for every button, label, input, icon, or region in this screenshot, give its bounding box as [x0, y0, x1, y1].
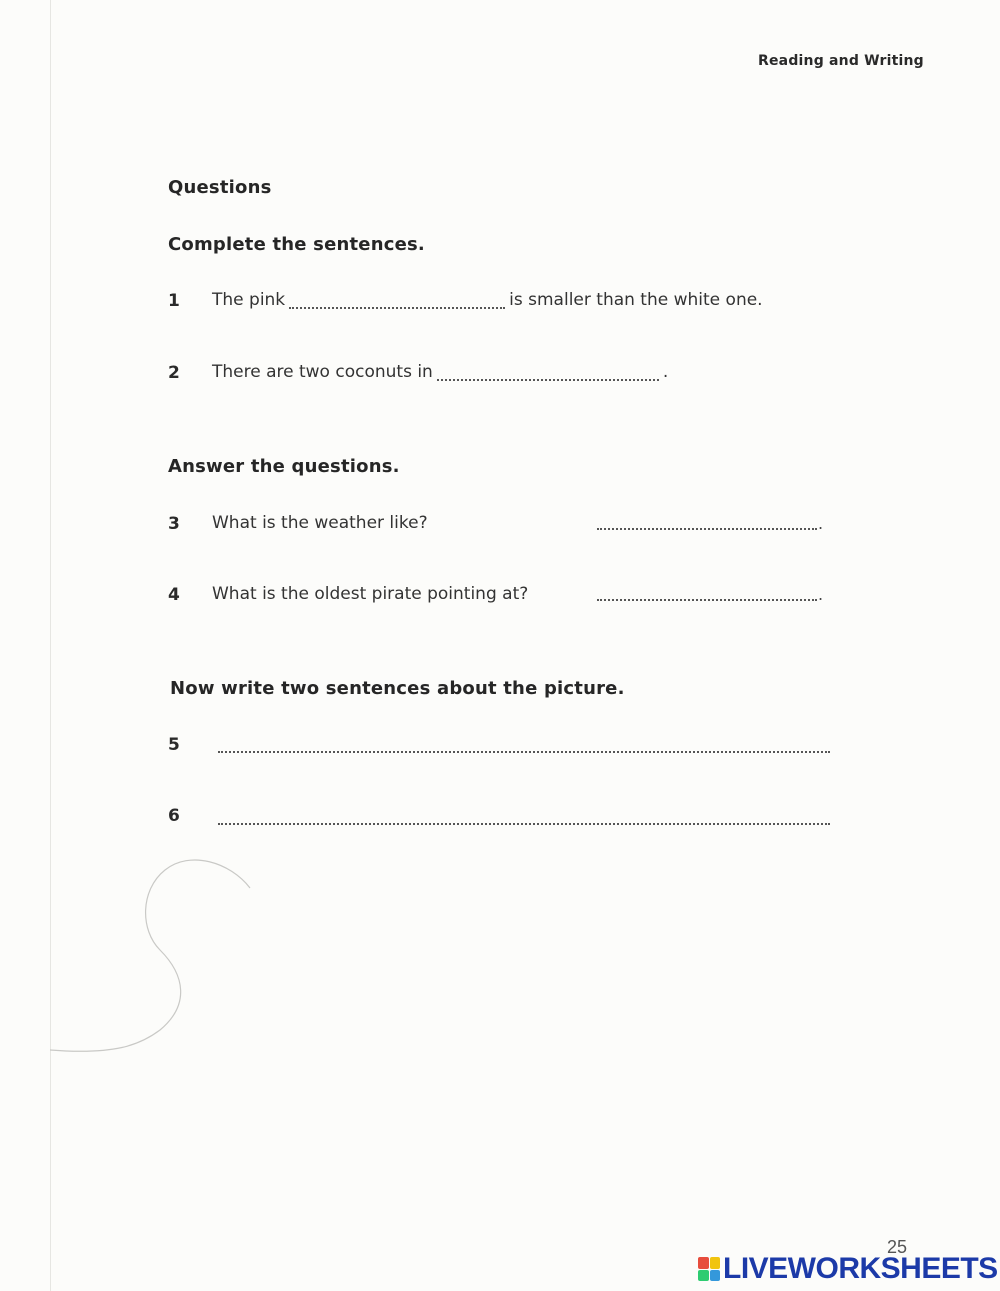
page-edge	[50, 0, 51, 1291]
page-number: 25	[887, 1237, 908, 1257]
questions-heading: Questions	[168, 177, 272, 198]
complete-sentences-heading: Complete the sentences.	[168, 234, 425, 255]
liveworksheets-logo[interactable]	[698, 1254, 998, 1284]
question-3-period: .	[818, 514, 824, 533]
liveworksheets-brand-text: LIVEWORKSHEETS	[723, 1252, 998, 1285]
question-2-number: 2	[168, 363, 180, 383]
question-5-answer-input[interactable]	[218, 737, 830, 753]
question-6-number: 6	[168, 806, 180, 826]
question-1-text-after: is smaller than the white one.	[509, 290, 763, 310]
question-4-answer-input[interactable]	[597, 585, 817, 601]
question-1-number: 1	[168, 291, 180, 311]
question-1-answer-input[interactable]	[289, 293, 505, 309]
question-3-answer-input[interactable]	[597, 514, 817, 530]
question-6-answer-input[interactable]	[218, 809, 830, 825]
liveworksheets-logo-icon	[698, 1257, 720, 1281]
answer-questions-heading: Answer the questions.	[168, 456, 400, 477]
write-sentences-heading: Now write two sentences about the picture.	[170, 678, 625, 699]
question-2-row	[212, 362, 668, 382]
question-3-number: 3	[168, 514, 180, 534]
question-4-period: .	[818, 585, 824, 604]
question-1-text-before: The pink	[212, 290, 286, 310]
question-2-text-after: .	[662, 362, 669, 382]
question-4-number: 4	[168, 585, 180, 605]
section-header: Reading and Writing	[758, 53, 924, 69]
question-2-answer-input[interactable]	[437, 365, 659, 381]
question-5-number: 5	[168, 735, 180, 755]
question-3-text: What is the weather like?	[212, 513, 428, 533]
question-2-text-before: There are two coconuts in	[212, 362, 433, 382]
question-4-text: What is the oldest pirate pointing at?	[212, 584, 529, 604]
question-1-row	[212, 290, 763, 310]
pencil-swoosh-mark	[40, 840, 270, 1070]
